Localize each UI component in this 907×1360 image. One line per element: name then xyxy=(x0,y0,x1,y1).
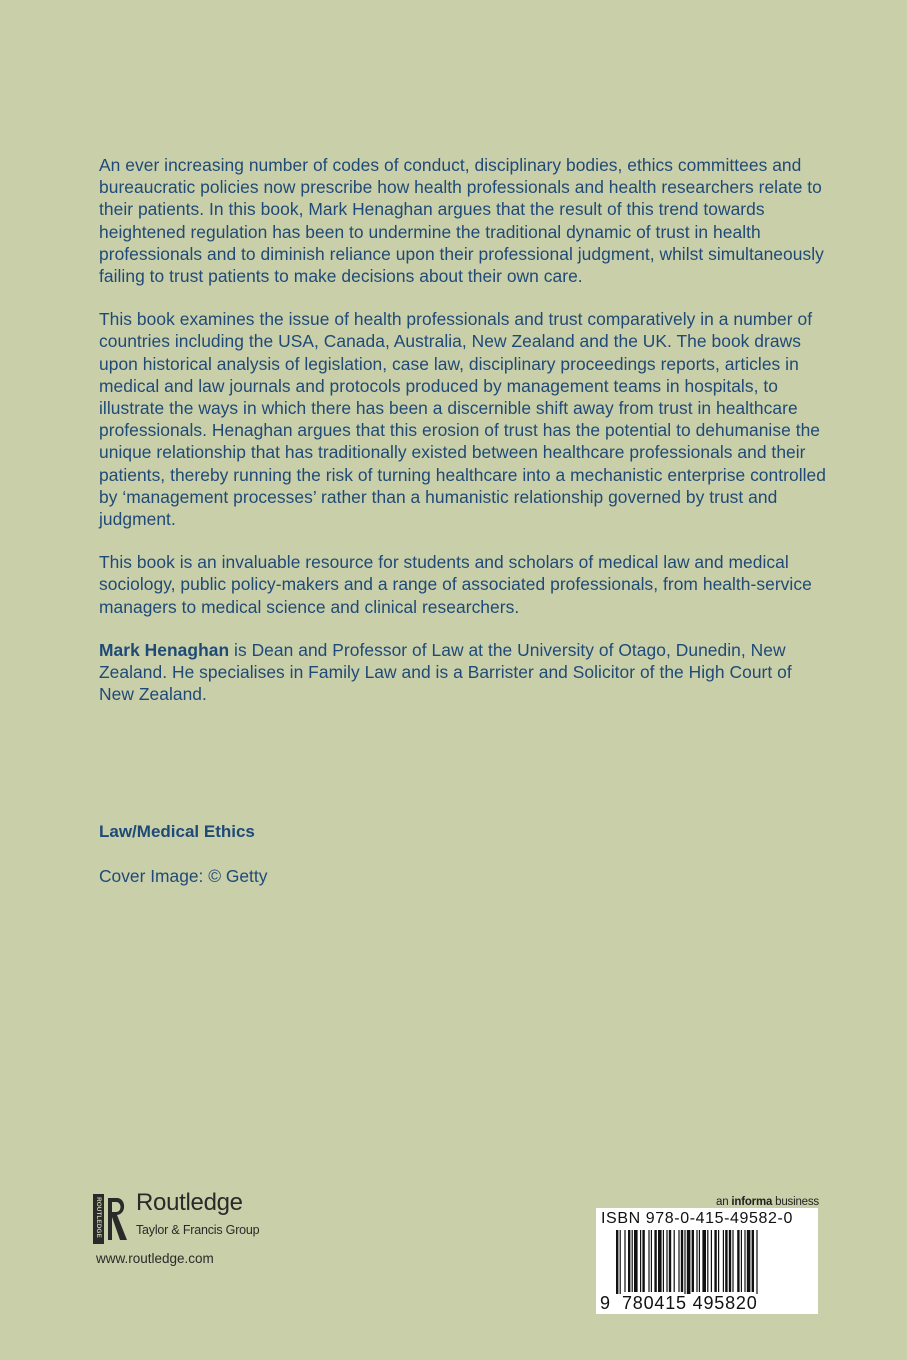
barcode-bar xyxy=(718,1230,719,1292)
barcode-bar xyxy=(714,1230,716,1292)
barcode-bar xyxy=(651,1230,652,1292)
barcode-bar xyxy=(632,1230,633,1292)
ean-digits: 780415 495820 xyxy=(622,1293,758,1313)
barcode-bar xyxy=(747,1230,751,1292)
barcode-bar xyxy=(702,1230,706,1292)
barcode-bar xyxy=(711,1230,712,1292)
barcode-bar xyxy=(687,1230,691,1294)
publisher-logo xyxy=(93,1190,293,1246)
barcode-bar xyxy=(624,1230,625,1292)
barcode-bar xyxy=(729,1230,731,1292)
logo-spine-text: ROUTLEDGE xyxy=(95,1197,102,1238)
publisher-name: Routledge xyxy=(136,1189,243,1216)
barcode-bar xyxy=(616,1230,618,1294)
blurb-paragraph-2: This book examines the issue of health professionals and trust comparatively in a number of countries including the USA, Canada, Australia, New Zealand and the UK. The book draws upon historical analysis of legislation, case law, disciplinary proceedings reports, articles in medical and law journals and protocols produced by management teams in hospitals, to illustrate the ways in which there has been a discernible shift away from trust in healthcare professionals. Henaghan argues that this erosion of trust has the potential to dehumanise the unique relationship that has traditionally existed between healthcare professionals and their patients, thereby running the risk of turning healthcare into a mechanistic enterprise controlled by ‘management processes’ rather than a humanistic relationship governed by trust and judgment. xyxy=(99,309,826,530)
barcode-bar xyxy=(741,1230,742,1292)
barcode-bar xyxy=(648,1230,649,1292)
routledge-logo-icon xyxy=(93,1194,129,1244)
barcode-bar xyxy=(628,1230,630,1292)
publisher-group: Taylor & Francis Group xyxy=(136,1223,260,1237)
blurb-paragraph-1: An ever increasing number of codes of conduct, disciplinary bodies, ethics committees and bureaucratic policies now prescribe how health professionals and health researchers relate to their patients. In this book, Mark Henaghan argues that the result of this trend towards heightened regulation has been to undermine the traditional dynamic of trust in health professionals and to diminish reliance upon their professional judgment, whilst simultaneously failing to trust patients to make decisions about their own care. xyxy=(99,155,824,287)
barcode-bar xyxy=(696,1230,697,1292)
barcode-bar xyxy=(744,1230,745,1292)
author-bio xyxy=(99,639,829,706)
barcode-bar xyxy=(707,1230,708,1292)
barcode-bar xyxy=(674,1230,675,1292)
barcode-bar xyxy=(681,1230,683,1292)
barcode-bar xyxy=(620,1230,621,1294)
ean-first-digit: 9 xyxy=(600,1293,611,1313)
blurb-paragraph-3: This book is an invaluable resource for students and scholars of medical law and medical sociology, public policy-makers and a range of associated professionals, from health-service managers to medical science and clinical researchers. xyxy=(99,552,812,617)
informa-business-label: an informa business xyxy=(716,1196,819,1208)
isbn-barcode xyxy=(596,1208,818,1314)
barcode-bar xyxy=(634,1230,638,1292)
publisher-website[interactable]: www.routledge.com xyxy=(96,1251,214,1266)
author-bio-text: is Dean and Professor of Law at the University of Otago, Dunedin, New Zealand. He specialises in Family Law and is a Barrister and Solicitor of the High Court of New Zealand. xyxy=(99,639,792,705)
barcode-bars-icon xyxy=(596,1230,818,1294)
barcode-bar xyxy=(732,1230,733,1292)
barcode-bar xyxy=(752,1230,754,1292)
barcode-bar xyxy=(723,1230,724,1292)
cover-image-credit: Cover Image: © Getty xyxy=(99,866,268,886)
barcode-bar xyxy=(654,1230,656,1292)
informa-brand: informa xyxy=(731,1196,773,1208)
back-cover-blurb xyxy=(99,154,829,705)
author-name: Mark Henaghan xyxy=(99,639,230,660)
barcode-bar xyxy=(699,1230,700,1292)
barcode-bar xyxy=(669,1230,671,1292)
barcode-bar xyxy=(684,1230,685,1294)
isbn-number: ISBN 978-0-415-49582-0 xyxy=(601,1210,793,1227)
barcode-bar xyxy=(737,1230,739,1292)
barcode-bar xyxy=(692,1230,694,1292)
barcode-bar xyxy=(642,1230,644,1292)
barcode-bar xyxy=(663,1230,664,1292)
barcode-bar xyxy=(725,1230,727,1292)
subject-category: Law/Medical Ethics xyxy=(99,822,255,841)
barcode-bar xyxy=(658,1230,662,1292)
barcode-bar xyxy=(640,1230,641,1292)
barcode-bar xyxy=(678,1230,679,1292)
barcode-bar xyxy=(666,1230,667,1292)
barcode-bar xyxy=(756,1230,757,1294)
